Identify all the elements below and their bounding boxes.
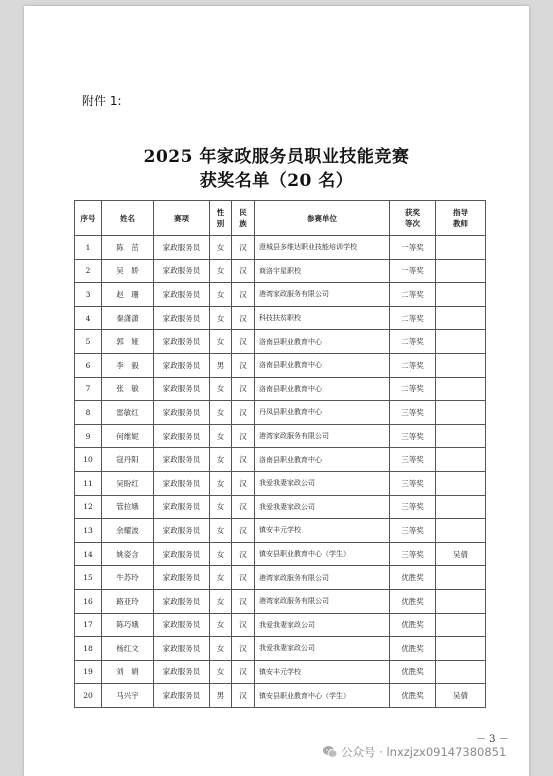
header-ethnicity: 民族 (232, 201, 255, 236)
table-row (75, 283, 486, 307)
cell-teacher (436, 353, 486, 377)
cell-unit: 洛南县职业教育中心 (255, 448, 390, 472)
cell-event: 家政服务员 (154, 236, 210, 260)
cell-ethnicity: 汉 (232, 637, 255, 661)
cell-event: 家政服务员 (154, 330, 210, 354)
cell-gender: 女 (210, 542, 232, 566)
cell-event: 家政服务员 (154, 519, 210, 543)
cell-seq: 15 (75, 566, 102, 590)
cell-gender: 女 (210, 589, 232, 613)
cell-unit: 我爱我妻家政公司 (255, 613, 390, 637)
cell-teacher (436, 401, 486, 425)
cell-ethnicity: 汉 (232, 471, 255, 495)
cell-seq: 8 (75, 401, 102, 425)
cell-unit: 镇安县职业教育中心（学生） (255, 542, 390, 566)
cell-seq: 2 (75, 259, 102, 283)
table-row (75, 566, 486, 590)
cell-event: 家政服务员 (154, 424, 210, 448)
cell-seq: 1 (75, 236, 102, 260)
cell-event: 家政服务员 (154, 283, 210, 307)
table-row (75, 306, 486, 330)
cell-award: 优胜奖 (390, 637, 436, 661)
cell-ethnicity: 汉 (232, 684, 255, 708)
cell-teacher (436, 306, 486, 330)
cell-name: 吴 娇 (102, 259, 154, 283)
table-row (75, 259, 486, 283)
cell-event: 家政服务员 (154, 660, 210, 684)
header-award: 获奖等次 (390, 201, 436, 236)
cell-seq: 16 (75, 589, 102, 613)
header-event: 赛项 (154, 201, 210, 236)
cell-unit: 丹凤县职业教育中心 (255, 401, 390, 425)
cell-award: 优胜奖 (390, 589, 436, 613)
cell-award: 一等奖 (390, 236, 436, 260)
cell-gender: 女 (210, 283, 232, 307)
cell-event: 家政服务员 (154, 401, 210, 425)
cell-ethnicity: 汉 (232, 401, 255, 425)
cell-name: 张 敏 (102, 377, 154, 401)
cell-event: 家政服务员 (154, 259, 210, 283)
cell-gender: 男 (210, 684, 232, 708)
cell-teacher (436, 637, 486, 661)
cell-award: 二等奖 (390, 283, 436, 307)
cell-name: 陈 茁 (102, 236, 154, 260)
cell-teacher (436, 448, 486, 472)
cell-ethnicity: 汉 (232, 613, 255, 637)
attachment-label: 附件 1: (82, 94, 122, 108)
cell-event: 家政服务员 (154, 613, 210, 637)
cell-ethnicity: 汉 (232, 306, 255, 330)
cell-unit: 我爱我妻家政公司 (255, 471, 390, 495)
cell-ethnicity: 汉 (232, 259, 255, 283)
wechat-icon (322, 744, 338, 760)
cell-ethnicity: 汉 (232, 542, 255, 566)
cell-name: 郭 娅 (102, 330, 154, 354)
cell-award: 优胜奖 (390, 684, 436, 708)
cell-teacher (436, 660, 486, 684)
cell-award: 三等奖 (390, 401, 436, 425)
cell-ethnicity: 汉 (232, 448, 255, 472)
cell-award: 三等奖 (390, 542, 436, 566)
cell-unit: 我爱我妻家政公司 (255, 495, 390, 519)
cell-event: 家政服务员 (154, 589, 210, 613)
table-row (75, 377, 486, 401)
cell-teacher (436, 613, 486, 637)
cell-seq: 5 (75, 330, 102, 354)
cell-unit: 我爱我妻家政公司 (255, 637, 390, 661)
award-table-body (75, 236, 486, 708)
header-name: 姓名 (102, 201, 154, 236)
table-header-row (75, 201, 486, 236)
cell-ethnicity: 汉 (232, 519, 255, 543)
cell-name: 马兴宇 (102, 684, 154, 708)
cell-award: 三等奖 (390, 519, 436, 543)
cell-teacher (436, 377, 486, 401)
cell-event: 家政服务员 (154, 542, 210, 566)
cell-ethnicity: 汉 (232, 377, 255, 401)
award-table (74, 200, 486, 708)
cell-award: 三等奖 (390, 424, 436, 448)
cell-name: 秦潇潇 (102, 306, 154, 330)
cell-event: 家政服务员 (154, 353, 210, 377)
cell-gender: 女 (210, 519, 232, 543)
cell-seq: 3 (75, 283, 102, 307)
cell-gender: 女 (210, 330, 232, 354)
cell-ethnicity: 汉 (232, 330, 255, 354)
cell-event: 家政服务员 (154, 684, 210, 708)
cell-name: 姚姿含 (102, 542, 154, 566)
header-seq: 序号 (75, 201, 102, 236)
cell-name: 李 毅 (102, 353, 154, 377)
cell-name: 赵 珊 (102, 283, 154, 307)
cell-unit: 镇安县职业教育中心（学生） (255, 684, 390, 708)
cell-unit: 科技扶贫职校 (255, 306, 390, 330)
cell-seq: 6 (75, 353, 102, 377)
cell-gender: 女 (210, 377, 232, 401)
cell-ethnicity: 汉 (232, 660, 255, 684)
table-row (75, 424, 486, 448)
cell-unit: 港湾家政服务有限公司 (255, 283, 390, 307)
cell-award: 优胜奖 (390, 660, 436, 684)
cell-unit: 镇安丰元学校 (255, 660, 390, 684)
cell-ethnicity: 汉 (232, 495, 255, 519)
cell-award: 一等奖 (390, 259, 436, 283)
cell-award: 二等奖 (390, 353, 436, 377)
cell-name: 吴盼红 (102, 471, 154, 495)
header-teacher: 指导教师 (436, 201, 486, 236)
cell-gender: 男 (210, 353, 232, 377)
page-number: － 3 － (476, 734, 509, 745)
cell-teacher (436, 471, 486, 495)
table-row (75, 613, 486, 637)
cell-seq: 14 (75, 542, 102, 566)
cell-unit: 镇安丰元学校 (255, 519, 390, 543)
table-row (75, 471, 486, 495)
cell-seq: 19 (75, 660, 102, 684)
cell-name: 路亚玲 (102, 589, 154, 613)
table-row (75, 353, 486, 377)
cell-gender: 女 (210, 424, 232, 448)
cell-event: 家政服务员 (154, 495, 210, 519)
cell-name: 杨红文 (102, 637, 154, 661)
cell-ethnicity: 汉 (232, 283, 255, 307)
cell-unit: 商洛宇星职校 (255, 259, 390, 283)
table-row (75, 542, 486, 566)
cell-gender: 女 (210, 401, 232, 425)
cell-gender: 女 (210, 306, 232, 330)
cell-teacher (436, 566, 486, 590)
cell-ethnicity: 汉 (232, 353, 255, 377)
table-row (75, 495, 486, 519)
cell-unit: 港湾家政服务有限公司 (255, 424, 390, 448)
cell-gender: 女 (210, 259, 232, 283)
cell-gender: 女 (210, 613, 232, 637)
cell-ethnicity: 汉 (232, 236, 255, 260)
cell-award: 三等奖 (390, 448, 436, 472)
watermark-text: 公众号 · lnxzjzx09147380851 (341, 745, 507, 759)
cell-unit: 港湾家政服务有限公司 (255, 589, 390, 613)
cell-ethnicity: 汉 (232, 424, 255, 448)
cell-event: 家政服务员 (154, 448, 210, 472)
cell-gender: 女 (210, 236, 232, 260)
cell-unit: 洛南县职业教育中心 (255, 330, 390, 354)
cell-award: 三等奖 (390, 495, 436, 519)
cell-gender: 女 (210, 660, 232, 684)
cell-seq: 9 (75, 424, 102, 448)
cell-award: 二等奖 (390, 377, 436, 401)
cell-unit: 港湾家政服务有限公司 (255, 566, 390, 590)
cell-unit: 洛南县职业教育中心 (255, 377, 390, 401)
cell-name: 管拉娥 (102, 495, 154, 519)
cell-name: 雷敏红 (102, 401, 154, 425)
cell-teacher (436, 236, 486, 260)
cell-ethnicity: 汉 (232, 589, 255, 613)
cell-seq: 11 (75, 471, 102, 495)
table-row (75, 684, 486, 708)
table-row (75, 637, 486, 661)
watermark (322, 744, 506, 760)
cell-teacher (436, 330, 486, 354)
cell-teacher (436, 424, 486, 448)
table-row (75, 330, 486, 354)
cell-teacher (436, 519, 486, 543)
cell-event: 家政服务员 (154, 566, 210, 590)
cell-award: 三等奖 (390, 471, 436, 495)
cell-award: 二等奖 (390, 330, 436, 354)
cell-name: 陈巧娥 (102, 613, 154, 637)
document-page (24, 6, 529, 776)
table-row (75, 401, 486, 425)
table-row (75, 589, 486, 613)
cell-event: 家政服务员 (154, 471, 210, 495)
cell-award: 二等奖 (390, 306, 436, 330)
cell-unit: 洛南县职业教育中心 (255, 353, 390, 377)
table-row (75, 519, 486, 543)
cell-teacher (436, 495, 486, 519)
cell-gender: 女 (210, 637, 232, 661)
cell-unit: 澄城县多维达职业技能培训学校 (255, 236, 390, 260)
cell-seq: 18 (75, 637, 102, 661)
cell-name: 何维妮 (102, 424, 154, 448)
cell-teacher (436, 283, 486, 307)
cell-seq: 13 (75, 519, 102, 543)
cell-seq: 10 (75, 448, 102, 472)
cell-event: 家政服务员 (154, 637, 210, 661)
table-row (75, 448, 486, 472)
cell-gender: 女 (210, 495, 232, 519)
header-unit: 参赛单位 (255, 201, 390, 236)
cell-gender: 女 (210, 448, 232, 472)
cell-name: 刘 娟 (102, 660, 154, 684)
cell-gender: 女 (210, 566, 232, 590)
cell-teacher: 吴倩 (436, 684, 486, 708)
cell-teacher: 吴倩 (436, 542, 486, 566)
table-row (75, 660, 486, 684)
cell-name: 牛苏玲 (102, 566, 154, 590)
cell-seq: 17 (75, 613, 102, 637)
document-title: 2025 年家政服务员职业技能竞赛 (143, 147, 410, 167)
cell-award: 优胜奖 (390, 613, 436, 637)
document-subtitle: 获奖名单（20 名） (199, 171, 354, 191)
cell-seq: 12 (75, 495, 102, 519)
cell-seq: 20 (75, 684, 102, 708)
cell-ethnicity: 汉 (232, 566, 255, 590)
cell-teacher (436, 259, 486, 283)
cell-event: 家政服务员 (154, 377, 210, 401)
table-row (75, 236, 486, 260)
header-gender: 性别 (210, 201, 232, 236)
cell-seq: 7 (75, 377, 102, 401)
cell-name: 余耀波 (102, 519, 154, 543)
cell-gender: 女 (210, 471, 232, 495)
cell-name: 寇丹阳 (102, 448, 154, 472)
cell-award: 优胜奖 (390, 566, 436, 590)
cell-event: 家政服务员 (154, 306, 210, 330)
cell-teacher (436, 589, 486, 613)
cell-seq: 4 (75, 306, 102, 330)
